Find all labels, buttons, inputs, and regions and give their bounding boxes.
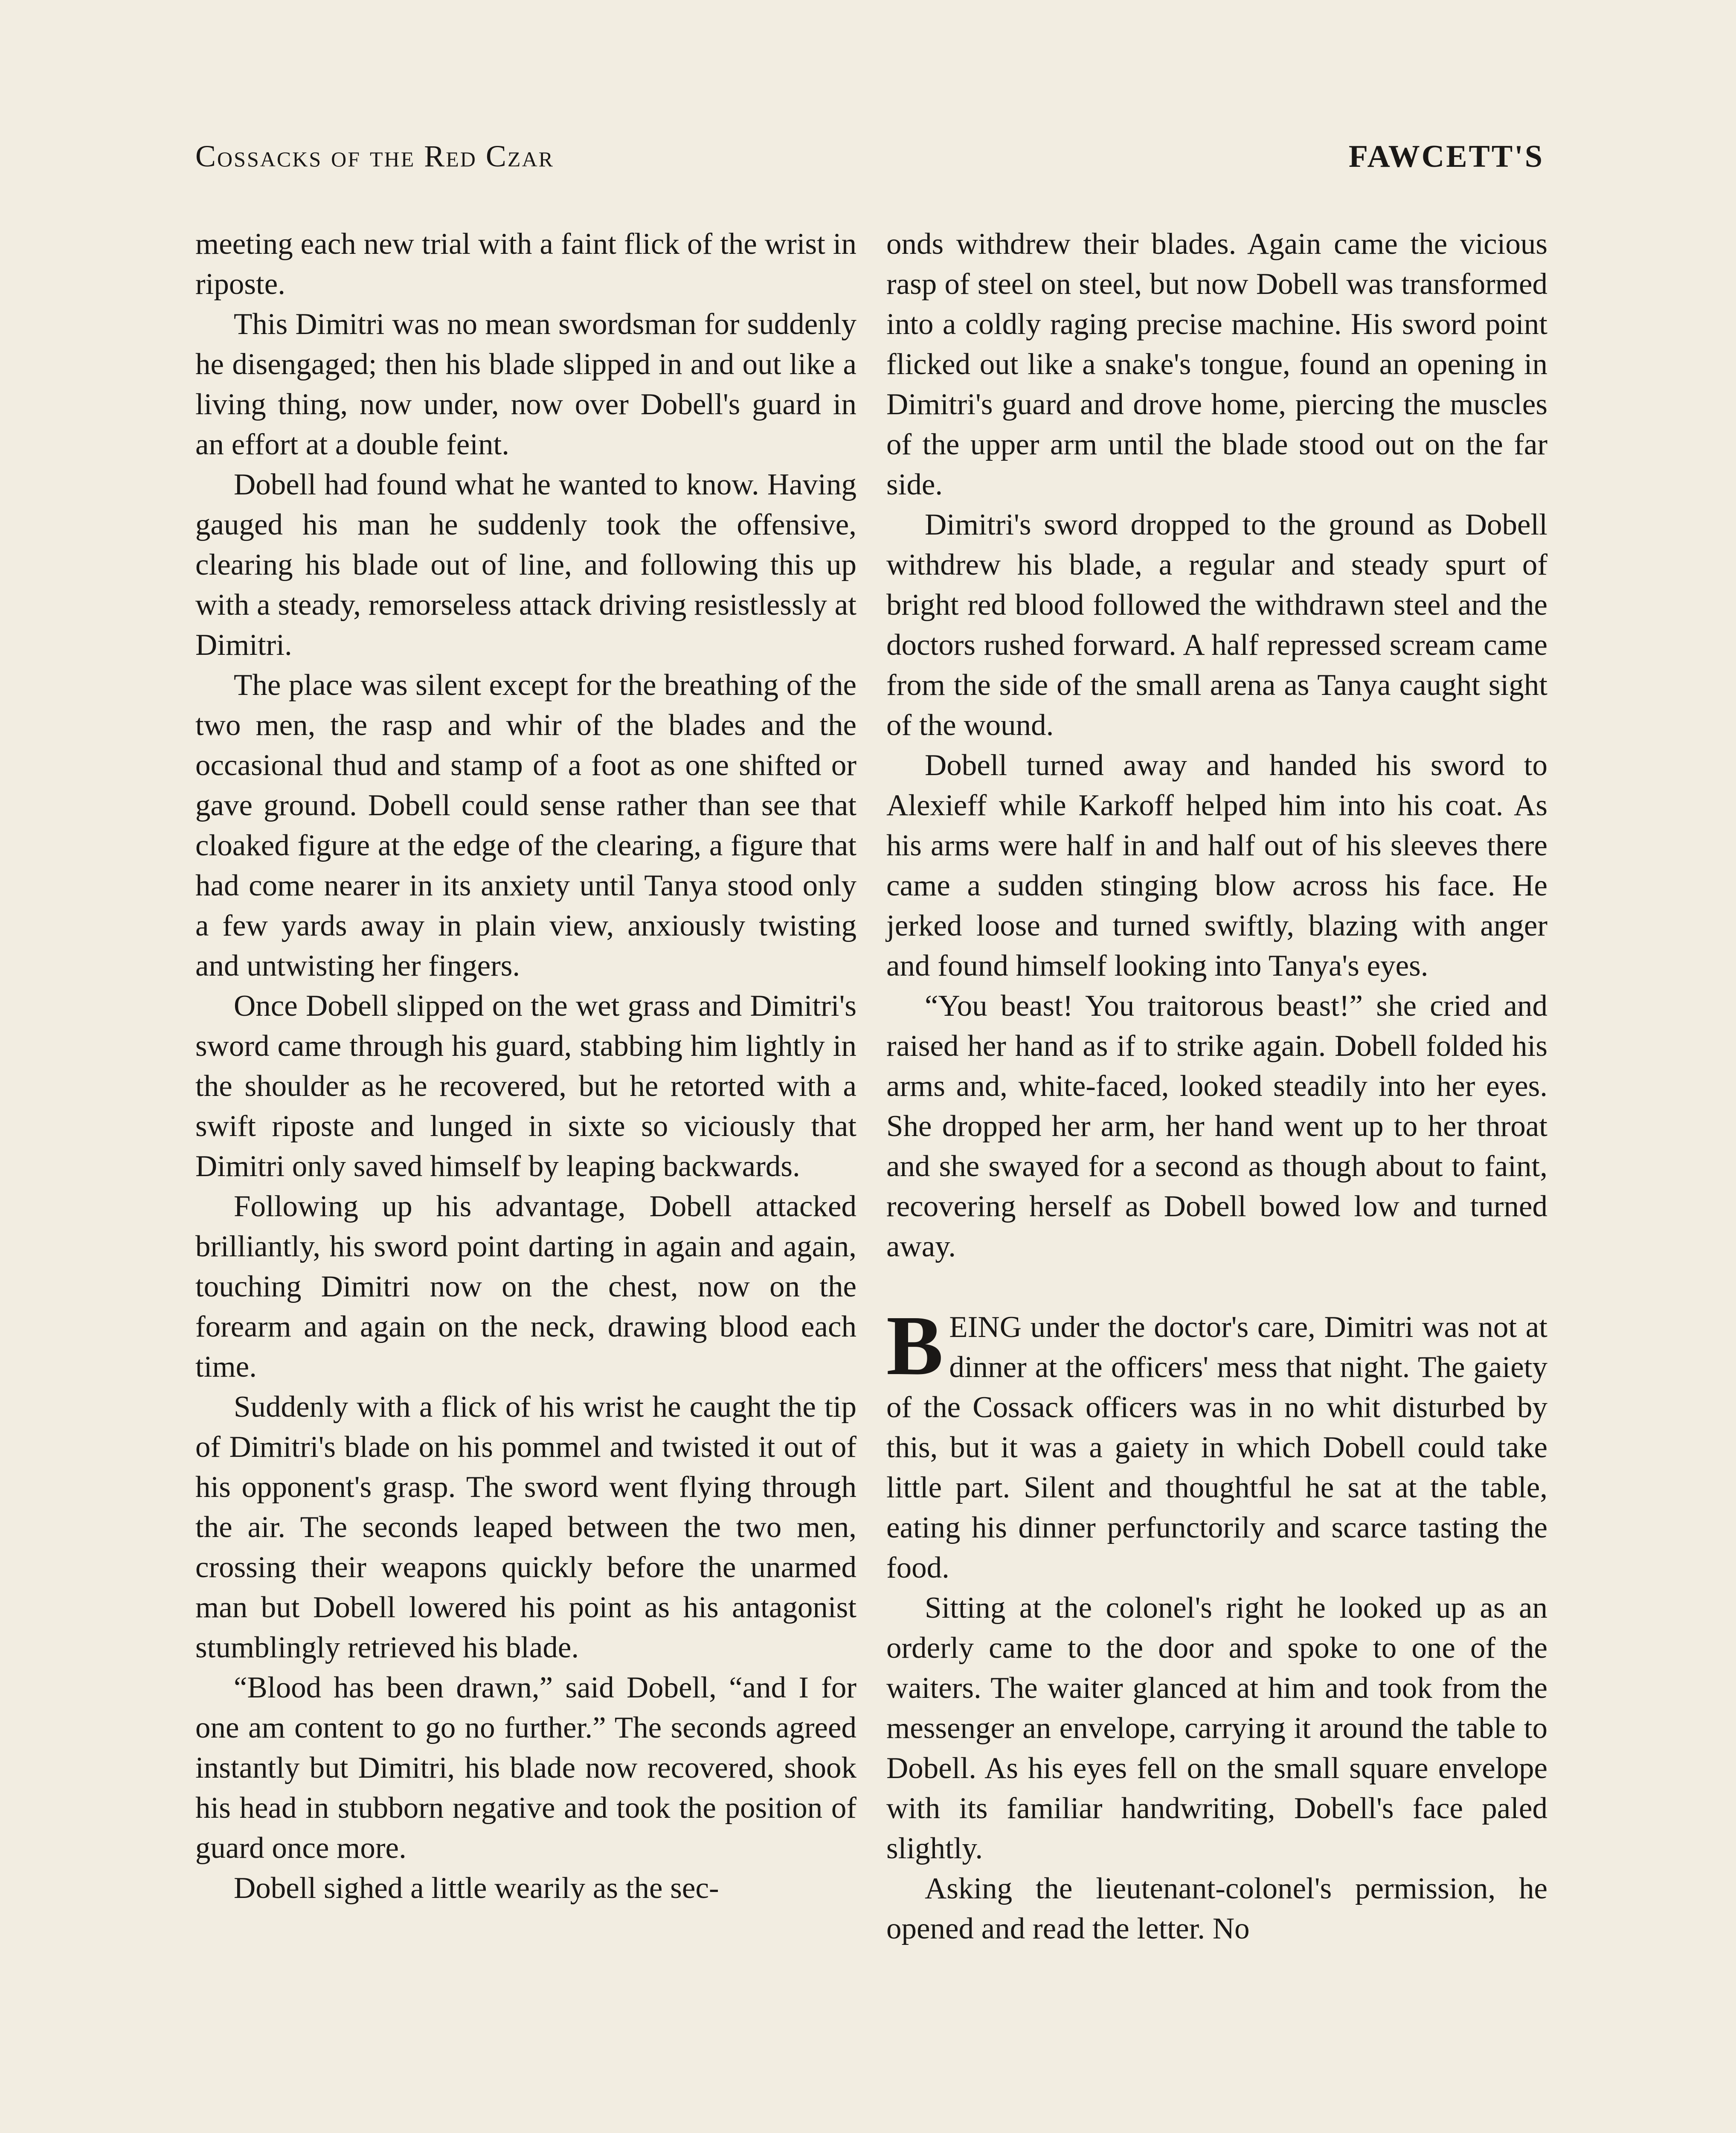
paragraph-text: meeting each new trial with a faint flick of the wrist in riposte. [195,227,856,301]
paragraph [886,1588,1547,1869]
drop-cap: B [886,1299,943,1393]
paragraph [195,1387,856,1668]
paragraph-text: “You beast! You traitorous beast!” she cried and raised her hand as if to strike again. Dobell folded his arms and, white-faced, looked steadily into her eyes. She dropped her arm, her hand went up to her throat and she swayed for a second as though about to faint, recovering herself as Dobell bowed low and turned away. [886,989,1547,1263]
paragraph-text: under the doctor's care, Dimitri was not at dinner at the officers' mess that night. The gaiety of the Cossack officers was in no whit disturbed by this, but it was a gaiety in which Dobell could take little part. Silent and thoughtful he sat at the table, eating his dinner perfunctorily and scarce tasting the food. [886,1311,1547,1584]
paragraph [886,1869,1547,1949]
paragraph-text: Dimitri's sword dropped to the ground as Dobell withdrew his blade, a regular and steady spurt of bright red blood followed the withdrawn steel and the doctors rushed forward. A half repressed scream came from the side of the small arena as Tanya caught sight of the wound. [886,508,1547,742]
paragraph-text: Dobell sighed a little wearily as the sec- [234,1871,719,1905]
paragraph [195,1868,856,1908]
paragraph [195,224,856,304]
paragraph-text: Suddenly with a flick of his wrist he caught the tip of Dimitri's blade on his pommel and twisted it out of his opponent's grasp. The sword went flying through the air. The seconds leaped between the two men, crossing their weapons quickly before the unarmed man but Dobell lowered his point as his antagonist stumblingly retrieved his blade. [195,1390,856,1664]
right-text-column [886,224,1547,1949]
paragraph [195,986,856,1186]
paragraph [886,1299,1547,1588]
paragraph-text: Once Dobell slipped on the wet grass and Dimitri's sword came through his guard, stabbing him lightly in the shoulder as he recovered, but he retorted with a swift riposte and lunged in sixte so viciously that Dimitri only saved himself by leaping backwards. [195,989,856,1183]
paragraph [195,304,856,465]
paragraph [886,745,1547,986]
paragraph [195,465,856,665]
paragraph-text: This Dimitri was no mean swordsman for suddenly he disengaged; then his blade slipped in and out like a living thing, now under, now over Dobell's guard in an effort at a double feint. [195,308,856,461]
paragraph [886,505,1547,745]
paragraph-text: Sitting at the colonel's right he looked up as an orderly came to the door and spoke to one of the waiters. The waiter glanced at him and took from the messenger an envelope, carrying it around the table to Dobell. As his eyes fell on the small square envelope with its familiar handwriting, Dobell's face paled slightly. [886,1591,1547,1865]
paragraph [886,224,1547,505]
paragraph-text: Dobell had found what he wanted to know. Having gauged his man he suddenly took the offensive, clearing his blade out of line, and following this up with a steady, remorseless attack driving resistlessly at Dimitri. [195,468,856,662]
paragraph-text: “Blood has been drawn,” said Dobell, “and I for one am content to go no further.” The seconds agreed instantly but Dimitri, his blade now recovered, shook his head in stubborn negative and took the position of guard once more. [195,1671,856,1865]
paragraph-text: The place was silent except for the breathing of the two men, the rasp and whir of the blades and the occasional thud and stamp of a foot as one shifted or gave ground. Dobell could sense rather than see that cloaked figure at the edge of the clearing, a figure that had come nearer in its anxiety until Tanya stood only a few yards away in plain view, anxiously twisting and untwisting her fingers. [195,668,856,982]
running-title: Cossacks of the Red Czar [195,139,554,173]
paragraph-text: Following up his advantage, Dobell attacked brilliantly, his sword point darting in again and again, touching Dimitri now on the chest, now on the forearm and again on the neck, drawing blood each time. [195,1190,856,1383]
paragraph-text: Asking the lieutenant-colonel's permission, he opened and read the letter. No [886,1872,1547,1945]
paragraph [195,665,856,986]
left-text-column [195,224,856,1908]
magazine-name: FAWCETT'S [1348,139,1544,174]
paragraph [195,1668,856,1868]
page-header [195,139,1544,186]
paragraph [195,1186,856,1387]
paragraph [886,986,1547,1267]
lead-word: EING [949,1311,1022,1344]
paragraph-text: onds withdrew their blades. Again came the vicious rasp of steel on steel, but now Dobell was transformed into a coldly raging precise machine. His sword point flicked out like a snake's tongue, found an opening in Dimitri's guard and drove home, piercing the muscles of the upper arm until the blade stood out on the far side. [886,227,1547,501]
paragraph-text: Dobell turned away and handed his sword to Alexieff while Karkoff helped him into his coat. As his arms were half in and half out of his sleeves there came a sudden stinging blow across his face. He jerked loose and turned swiftly, blazing with anger and found himself looking into Tanya's eyes. [886,749,1547,982]
